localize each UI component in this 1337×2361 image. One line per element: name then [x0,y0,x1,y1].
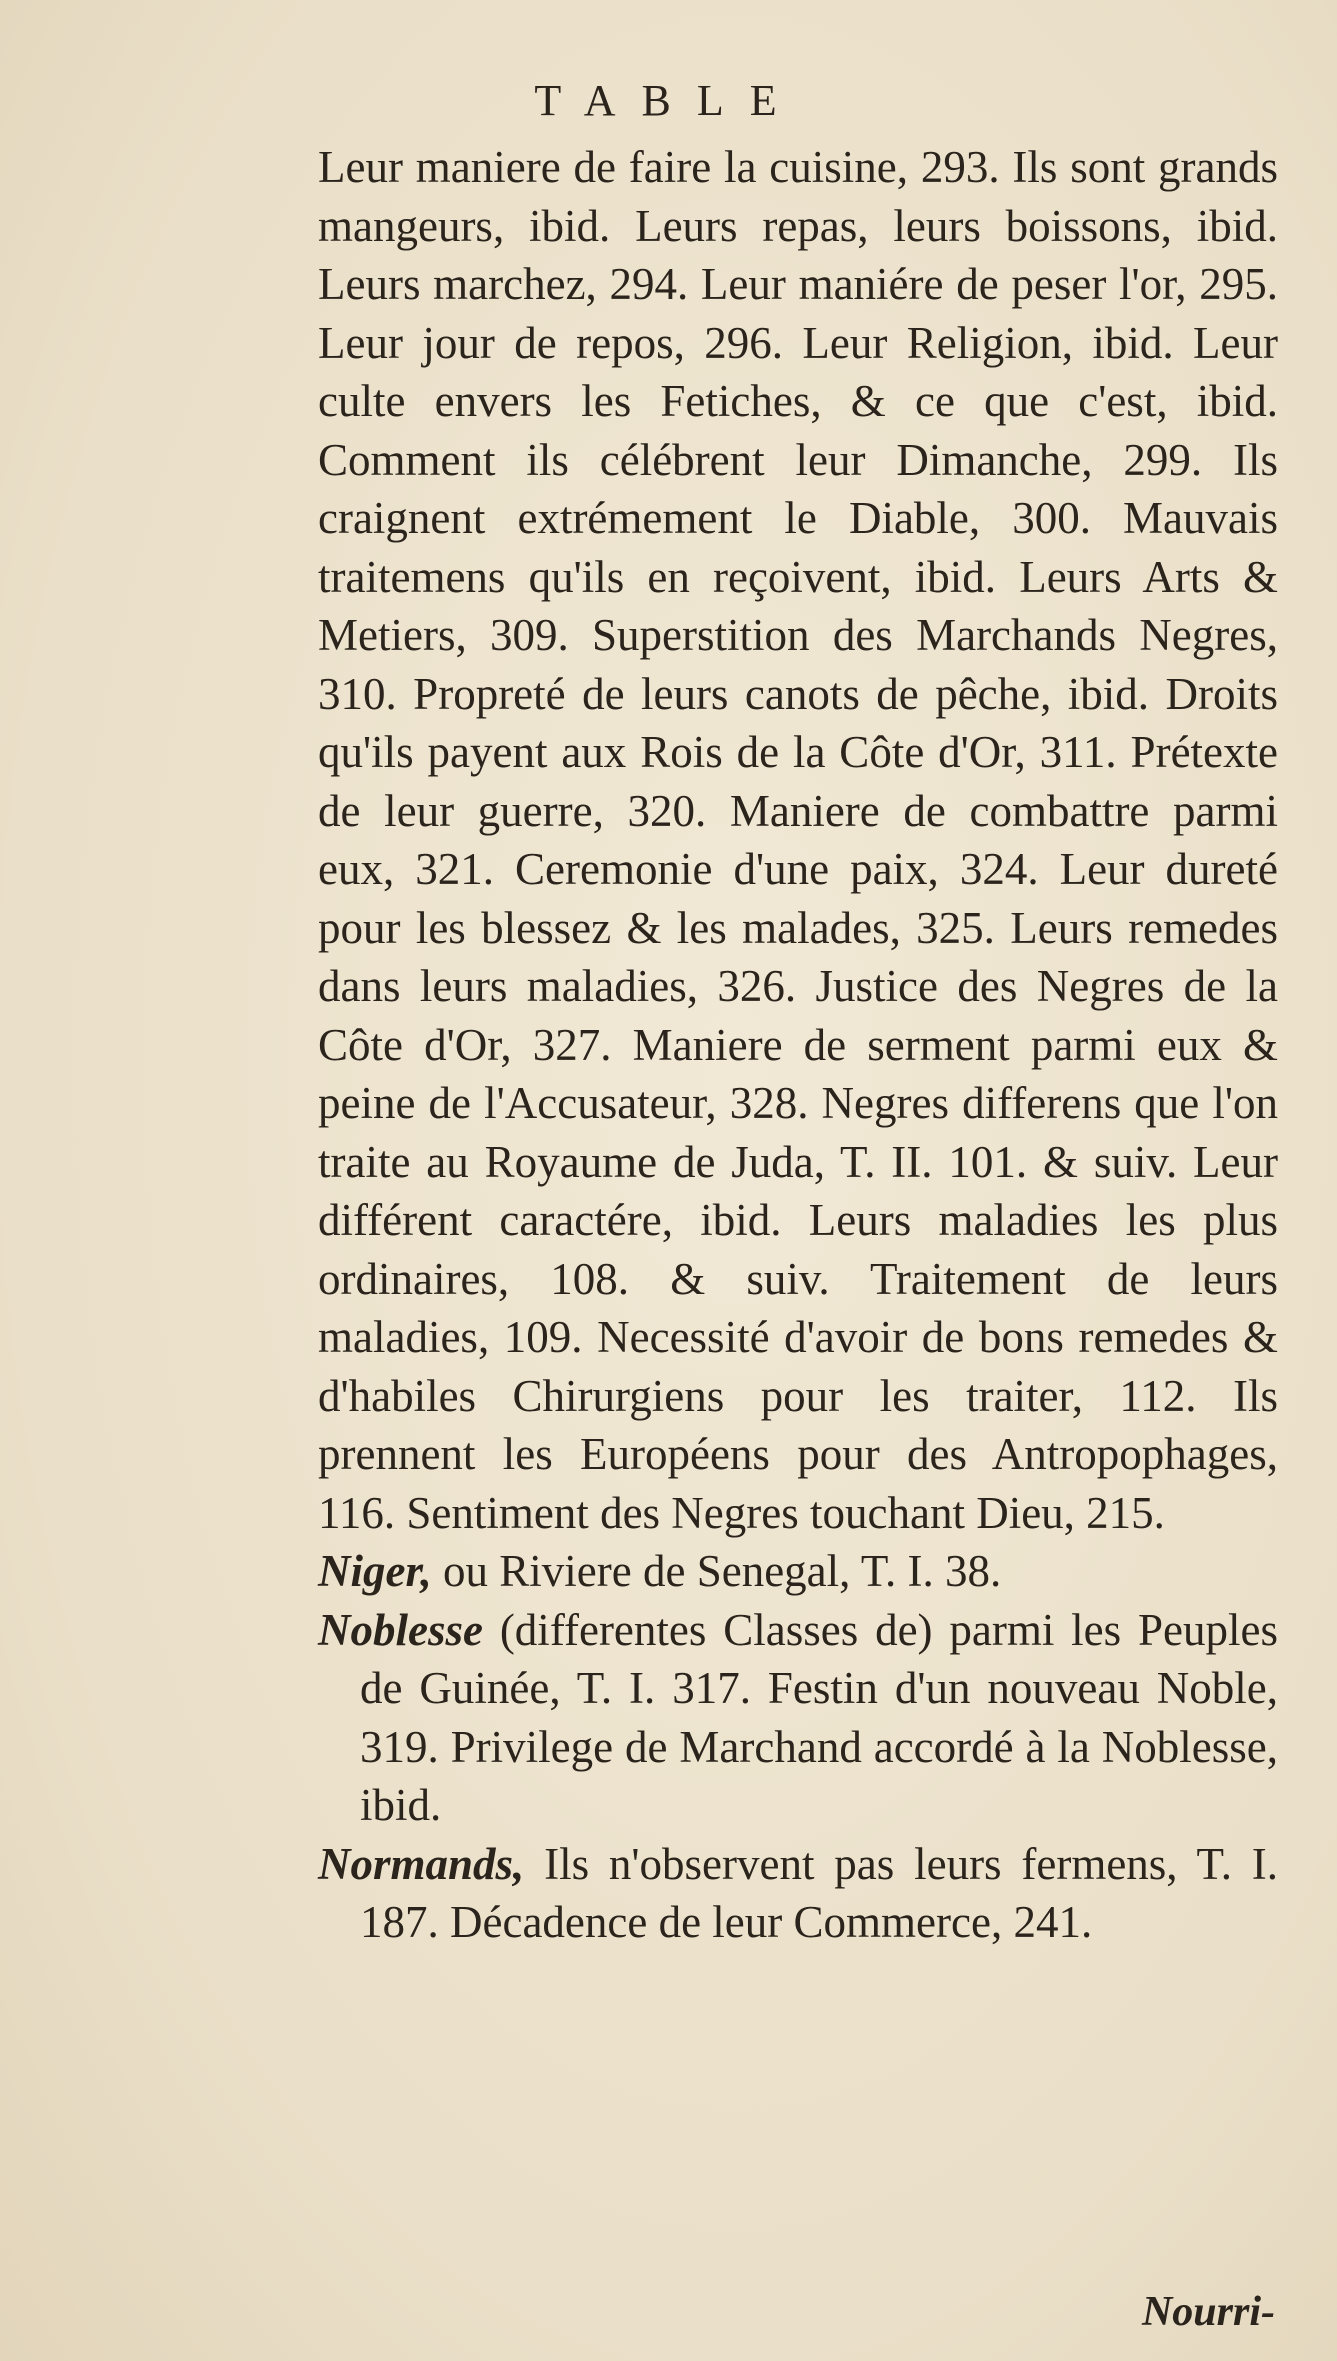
index-text [318,138,1278,1952]
index-entry-continued [318,138,1278,1542]
entry-headword: Niger, [318,1546,432,1596]
entry-headword: Noblesse [318,1604,483,1655]
entry-text: Ils n'observent pas leurs fermens, T. I. 187. Décadence de leur Commerce, 241. [360,1838,1278,1947]
index-entry-noblesse [318,1601,1278,1835]
catchword: Nourri- [1141,2289,1275,2335]
entry-headword: Normands, [318,1838,525,1889]
entry-text: ou Riviere de Senegal, T. I. 38. [431,1546,1002,1596]
index-entry-niger [318,1542,1278,1601]
entry-text: Leur maniere de faire la cuisine, 293. Ils sont grands mangeurs, ibid. Leurs repas, leurs boissons, ibid. Leurs marchez, 294. Leur maniére de peser l'or, 295. Leur jour de repos, 296. Leur Religion, ibid. Leur culte envers les Fetiches, & ce que c'est, ibid. Comment ils célébrent leur Dimanche, 299. Ils craignent extrémement le Diable, 300. Mauvais traitemens qu'ils en reçoivent, ibid. Leurs Arts & Metiers, 309. Superstition des Marchands Negres, 310. Propreté de leurs canots de pêche, ibid. Droits qu'ils payent aux Rois de la Côte d'Or, 311. Prétexte de leur guerre, 320. Maniere de combattre parmi eux, 321. Ceremonie d'une paix, 324. Leur dureté pour les blessez & les malades, 325. Leurs remedes dans leurs maladies, 326. Justice des Negres de la Côte d'Or, 327. Maniere de serment parmi eux & peine de l'Accusateur, 328. Negres differens que l'on traite au Royaume de Juda, T. II. 101. & suiv. Leur différent caractére, ibid. Leurs maladies les plus ordinaires, 108. & suiv. Traitement de leurs maladies, 109. Necessité d'avoir de bons remedes & d'habiles Chirurgiens pour les traiter, 112. Ils prennent les Européens pour des Antropophages, 116. Sentiment des Negres touchant Dieu, 215. [318,142,1278,1538]
index-entry-normands [318,1835,1278,1952]
running-header: TABLE [534,76,803,125]
entry-text: (differentes Classes de) parmi les Peuples de Guinée, T. I. 317. Festin d'un nouveau Noble, 319. Privilege de Marchand accordé à la Noblesse, ibid. [360,1604,1278,1830]
